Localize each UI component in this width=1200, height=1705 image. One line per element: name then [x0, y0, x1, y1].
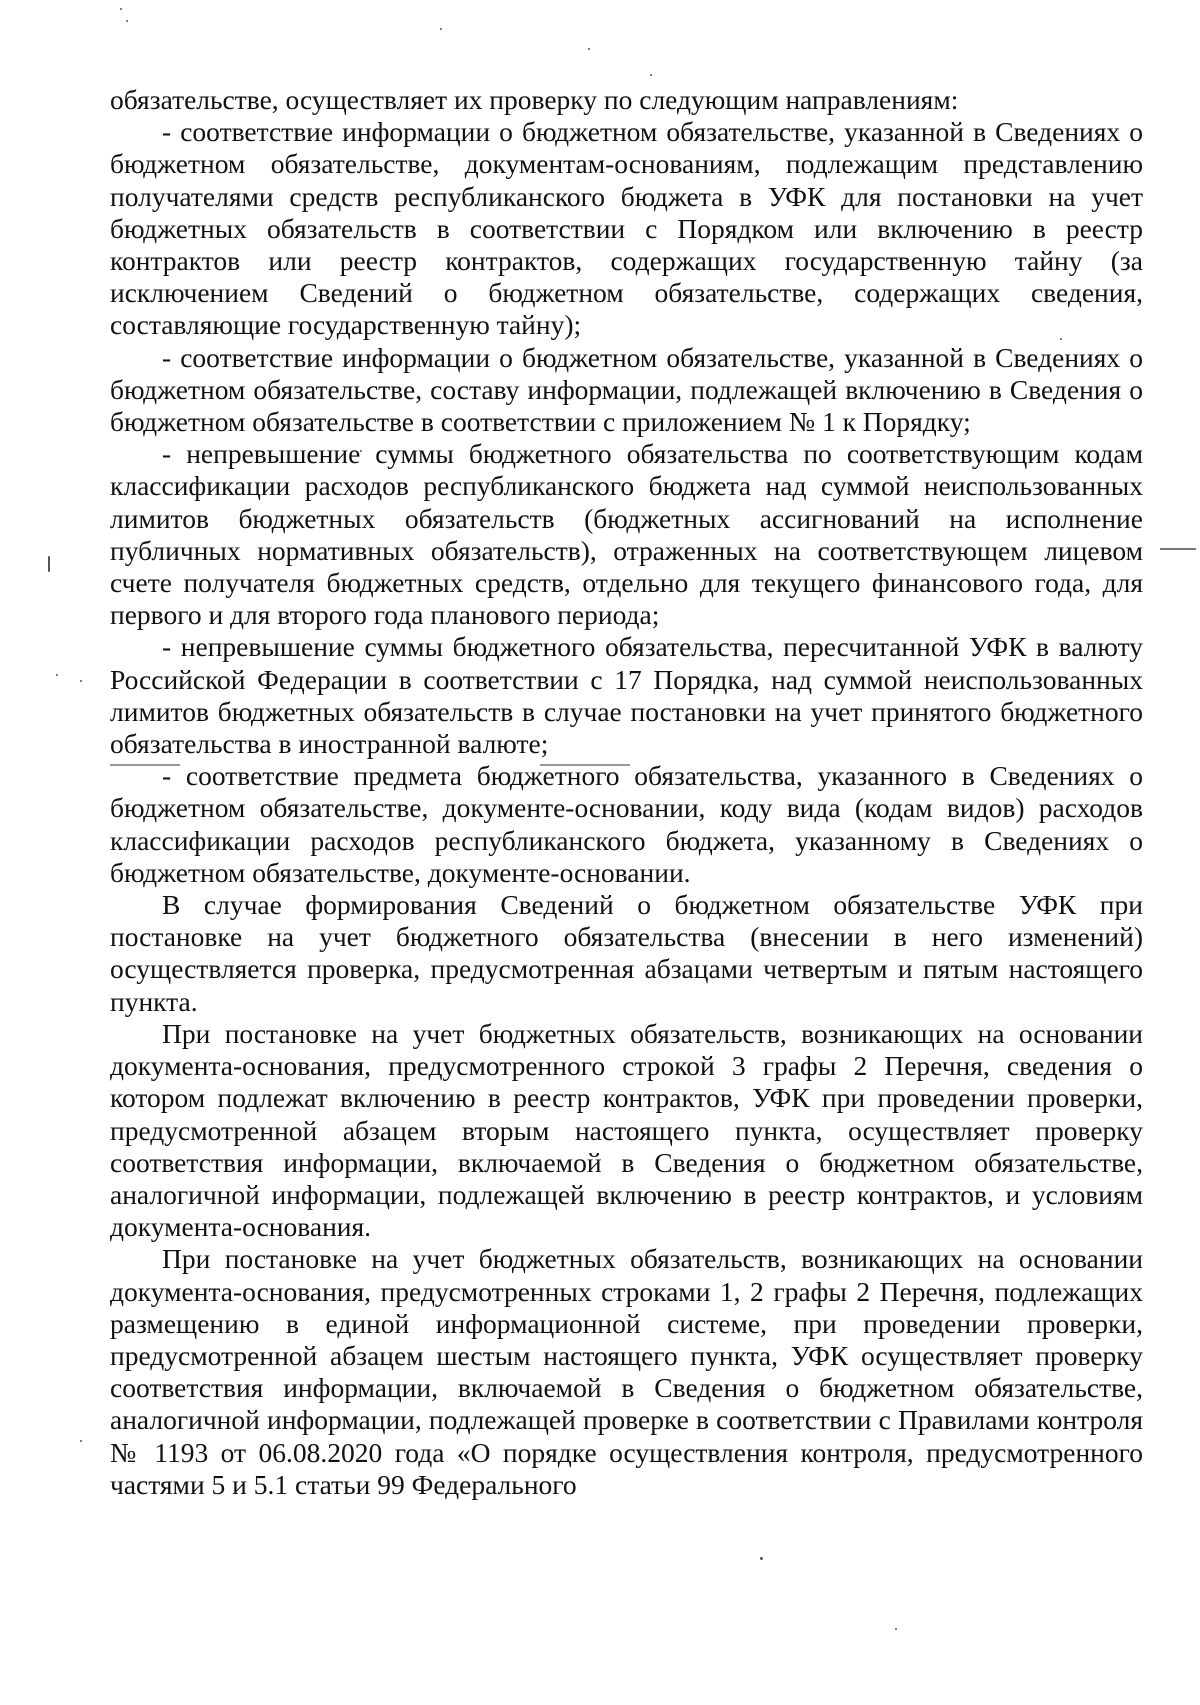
scan-smudge	[1160, 548, 1196, 550]
scan-speck	[120, 8, 122, 10]
paragraph-registry-check: При постановке на учет бюджетных обязательств, возникающих на основании документа-основания, предусмотренного строкой 3 графы 2 Перечня, сведения о котором подлежат включению в реестр контрактов, УФК при проведении проверки, предусмотренной абзацем вторым настоящего пункта, осуществляет проверку соответствия информации, включаемой в Сведения о бюджетном обязательстве, аналогичной информации, подлежащей включению в реестр контрактов, и условиям документа-основания.	[110, 1017, 1143, 1243]
paragraph-eis-check: При постановке на учет бюджетных обязательств, возникающих на основании документа-основания, предусмотренных строками 1, 2 графы 2 Перечня, подлежащих размещению в единой информационной системе, при проведении проверки, предусмотренной абзацем шестым настоящего пункта, УФК осуществляет проверку соответствия информации, включаемой в Сведения о бюджетном обязательстве, аналогичной информации, подлежащей проверке в соответствии с Правилами контроля № 1193 от 06.08.2020 года «О порядке осуществления контроля, предусмотренного частями 5 и 5.1 статьи 99 Федерального	[110, 1243, 1143, 1500]
scan-speck	[56, 674, 58, 676]
paragraph-check-currency: - непревышение суммы бюджетного обязательства, пересчитанной УФК в валюту Российской Федерации в соответствии с 17 Порядка, над суммой неиспользованных лимитов бюджетных обязательств в случае постановки на учет принятого бюджетного обязательства в иностранной валюте;	[110, 631, 1143, 760]
paragraph-check-composition: - соответствие информации о бюджетном обязательстве, указанной в Сведениях о бюджетном обязательстве, составу информации, подлежащей включению в Сведения о бюджетном обязательстве в соответствии с приложением № 1 к Порядку;	[110, 341, 1143, 438]
scan-speck	[126, 20, 128, 22]
scan-speck	[48, 556, 50, 572]
scan-speck	[650, 74, 652, 76]
scan-speck	[895, 1628, 897, 1630]
scan-speck	[80, 1440, 82, 1442]
paragraph-ufk-check: В случае формирования Сведений о бюджетном обязательстве УФК при постановке на учет бюджетного обязательства (внесении в него изменений) осуществляется проверка, предусмотренная абзацами четвертым и пятым настоящего пункта.	[110, 889, 1143, 1017]
scan-speck	[588, 48, 590, 50]
scan-speck	[80, 680, 82, 682]
document-body	[110, 84, 1143, 1501]
scan-speck	[440, 28, 442, 30]
paragraph-check-subject: - соответствие предмета бюджетного обязательства, указанного в Сведениях о бюджетном обязательстве, документе-основании, коду вида (кодам видов) расходов классификации расходов республиканского бюджета, указанному в Сведениях о бюджетном обязательстве, документе-основании.	[110, 760, 1143, 888]
paragraph-intro: обязательстве, осуществляет их проверку по следующим направлениям:	[110, 84, 959, 115]
paragraph-check-limits: - непревышение суммы бюджетного обязательства по соответствующим кодам классификации расходов республиканского бюджета над суммой неиспользованных лимитов бюджетных обязательств (бюджетных ассигнований на исполнение публичных нормативных обязательств), отраженных на соответствующем лицевом счете получателя бюджетных средств, отдельно для текущего финансового года, для первого и для второго года планового периода;	[110, 438, 1143, 631]
paragraph-check-documents: - соответствие информации о бюджетном обязательстве, указанной в Сведениях о бюджетном обязательстве, документам-основаниям, подлежащим представлению получателями средств республиканского бюджета в УФК для постановки на учет бюджетных обязательств в соответствии с Порядком или включению в реестр контрактов или реестр контрактов, содержащих государственную тайну (за исключением Сведений о бюджетном обязательстве, содержащих сведения, составляющие государственную тайну);	[110, 116, 1143, 341]
scan-speck	[760, 1557, 763, 1560]
